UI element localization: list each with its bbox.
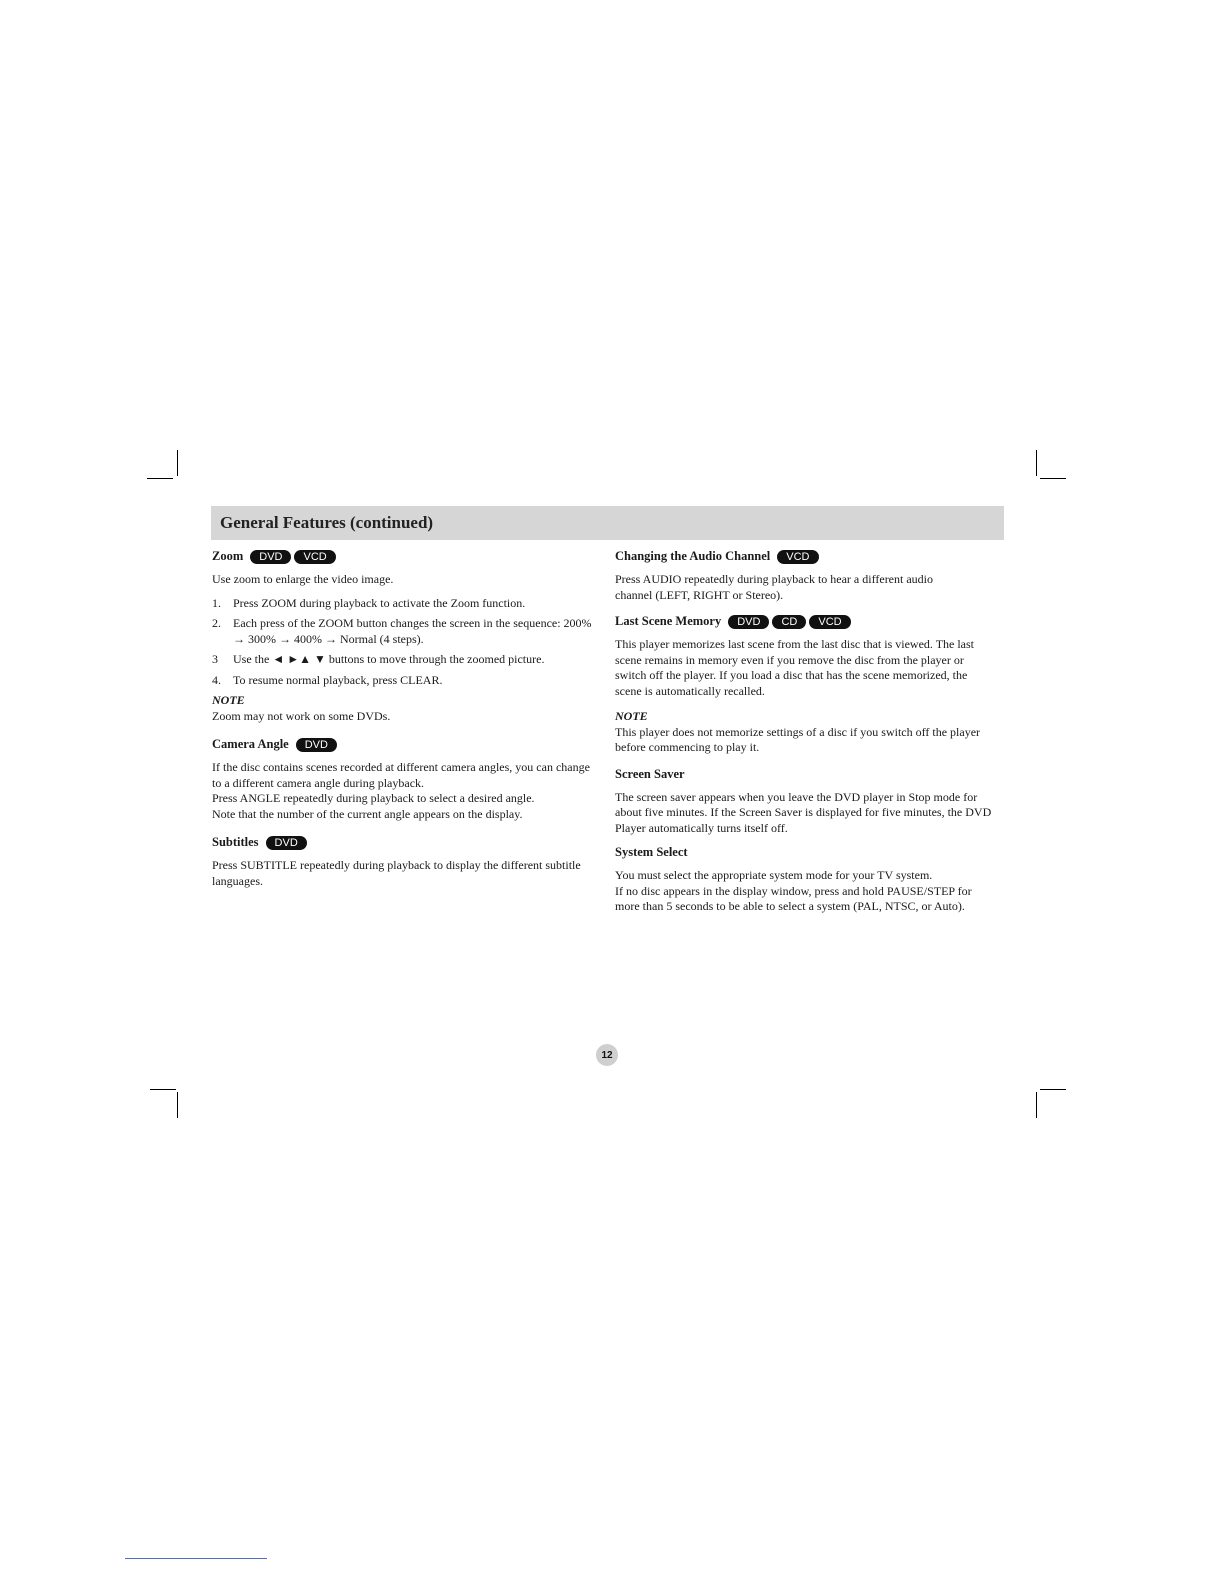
audio-channel-heading: [615, 548, 1005, 566]
page-number: 12: [596, 1044, 618, 1066]
camera-angle-text: Note that the number of the current angle appears on the display.: [212, 806, 523, 821]
system-select-heading: [615, 844, 1005, 862]
note-label: NOTE: [615, 709, 648, 723]
camera-angle-text: Press ANGLE repeatedly during playback to select a desired angle.: [212, 791, 535, 805]
dvd-badge: DVD: [266, 836, 307, 850]
camera-angle-title: Camera Angle: [212, 737, 289, 752]
subtitles-text: Press SUBTITLE repeatedly during playback to display the different subtitle languages.: [212, 858, 581, 888]
crop-mark: [1036, 1092, 1037, 1118]
dvd-badge: DVD: [728, 615, 769, 629]
step-number: 4.: [212, 672, 221, 687]
system-select-text: If no disc appears in the display window, press and hold PAUSE/STEP for more than 5 seconds to be able to select a system (PAL, NTSC, or Auto).: [615, 883, 972, 913]
audio-channel-text: Press AUDIO repeatedly during playback to hear a different audio channel (LEFT, RIGHT or Stereo).: [615, 572, 934, 602]
dvd-badge: DVD: [250, 550, 291, 564]
divider: [125, 1558, 267, 1559]
crop-mark: [177, 1092, 178, 1118]
right-column: [615, 548, 1005, 915]
list-item: [212, 616, 597, 647]
camera-angle-text: If the disc contains scenes recorded at different camera angles, you can change to a different camera angle during playback.: [212, 760, 590, 790]
crop-mark: [1040, 478, 1066, 479]
vcd-badge: VCD: [777, 550, 818, 564]
vcd-badge: VCD: [294, 550, 335, 564]
crop-mark: [1036, 450, 1037, 476]
zoom-intro: Use zoom to enlarge the video image.: [212, 572, 394, 586]
step-text: Each press of the ZOOM button changes the screen in the sequence: 200% → 300% → 400% → Normal (4 steps).: [233, 616, 592, 646]
section-header-bar: [211, 506, 1004, 540]
step-text: Use the ◄ ►▲ ▼ buttons to move through the zoomed picture.: [233, 652, 545, 666]
crop-mark: [177, 450, 178, 476]
dvd-badge: DVD: [296, 738, 337, 752]
step-text: To resume normal playback, press CLEAR.: [233, 672, 443, 687]
step-text: Press ZOOM during playback to activate the Zoom function.: [233, 595, 526, 610]
vcd-badge: VCD: [809, 615, 850, 629]
step-number: 3: [212, 652, 218, 666]
step-number: 1.: [212, 595, 221, 610]
last-scene-heading: [615, 613, 1005, 631]
crop-mark: [1040, 1089, 1066, 1090]
list-item: [212, 596, 597, 612]
subtitles-title: Subtitles: [212, 835, 259, 850]
step-number: 2.: [212, 616, 221, 630]
screen-saver-text: The screen saver appears when you leave the DVD player in Stop mode for about five minutes. If the Screen Saver is displayed for five minutes, the DVD Player automatically turns itself off.: [615, 789, 992, 835]
page-title: General Features (continued): [220, 513, 434, 532]
list-item: [212, 673, 597, 689]
zoom-title: Zoom: [212, 549, 244, 564]
screen-saver-title: Screen Saver: [615, 766, 685, 781]
camera-angle-heading: [212, 736, 597, 754]
note-label: NOTE: [212, 693, 245, 707]
audio-channel-title: Changing the Audio Channel: [615, 549, 771, 564]
zoom-steps-list: [212, 596, 597, 689]
system-select-title: System Select: [615, 845, 688, 860]
list-item: [212, 652, 597, 668]
zoom-heading: [212, 548, 597, 566]
last-scene-text: This player memorizes last scene from the last disc that is viewed. The last scene remains in memory even if you remove the disc from the player or switch off the player. If you load a disc that has the scene memorized, the scene is automatically recalled.: [615, 637, 975, 698]
note-text: This player does not memorize settings of a disc if you switch off the player before commencing to play it.: [615, 724, 981, 754]
crop-mark: [150, 1089, 176, 1090]
crop-mark: [147, 478, 173, 479]
left-column: [212, 548, 597, 897]
system-select-text: You must select the appropriate system mode for your TV system.: [615, 868, 933, 882]
screen-saver-heading: [615, 766, 1005, 784]
last-scene-title: Last Scene Memory: [615, 614, 722, 629]
note-text: Zoom may not work on some DVDs.: [212, 708, 391, 723]
cd-badge: CD: [772, 615, 806, 629]
subtitles-heading: [212, 834, 597, 852]
